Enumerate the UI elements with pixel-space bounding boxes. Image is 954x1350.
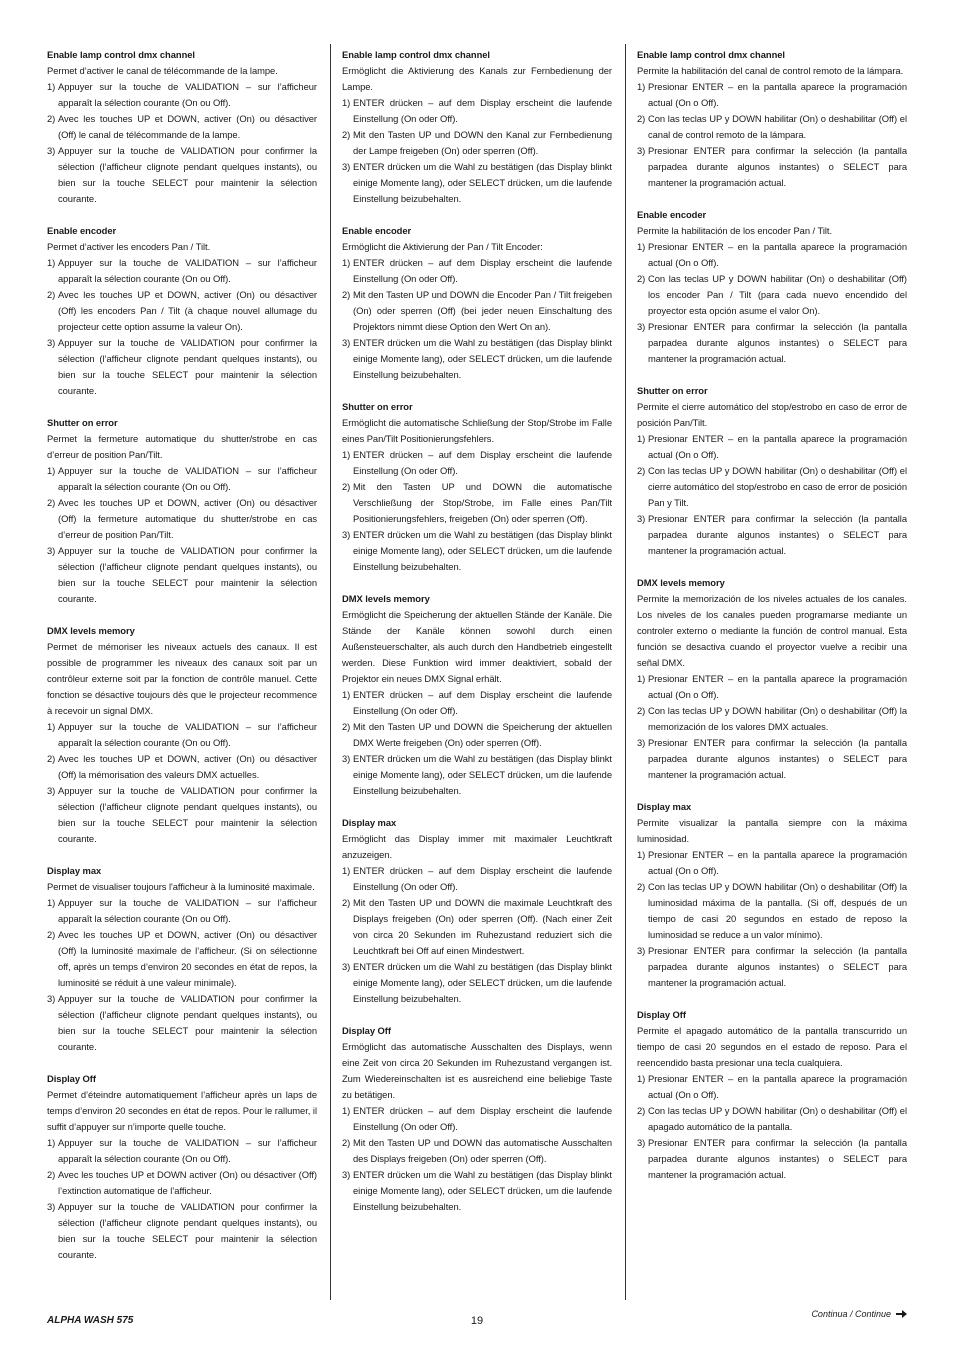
step-number: 2): [637, 465, 646, 476]
section-title: Shutter on error: [47, 417, 118, 428]
step-item: [342, 1167, 612, 1215]
step-text: Con las teclas UP y DOWN habilitar (On) o deshabilitar (Off) el canal de control remoto de la lámpara.: [648, 113, 907, 140]
section-description: Ermöglicht die Aktivierung des Kanals zur Fernbedienung der Lampe.: [342, 65, 612, 92]
section-title: Enable lamp control dmx channel: [637, 49, 785, 60]
step-item: [47, 991, 317, 1055]
step-item: [47, 1167, 317, 1199]
step-item: [637, 671, 907, 703]
step-item: [342, 127, 612, 159]
step-item: [637, 735, 907, 783]
step-text: Presionar ENTER para confirmar la selección (la pantalla parpadea durante algunos instantes) o SELECT para mantener la programación actual.: [648, 1137, 907, 1180]
step-text: Appuyer sur la touche de VALIDATION – sur l’afficheur apparaît la sélection courante (On ou Off).: [58, 465, 317, 492]
step-text: Mit den Tasten UP und DOWN die maximale Leuchtkraft des Displays freigeben (On) oder sperren (Off). (Nach einer Zeit von circa 20 Sekunden im Ruhezustand reduziert sich die Leuchtkraft bei Off auf einen Mindestwert.: [353, 897, 612, 956]
step-item: [342, 479, 612, 527]
step-text: Presionar ENTER para confirmar la selección (la pantalla parpadea durante algunos instantes) o SELECT para mantener la programación actual.: [648, 321, 907, 364]
step-list: [637, 847, 907, 991]
step-number: 1): [637, 241, 646, 252]
step-item: [637, 271, 907, 319]
step-number: 1): [47, 465, 56, 476]
step-number: 3): [637, 145, 646, 156]
step-item: [637, 143, 907, 191]
step-number: 2): [637, 113, 646, 124]
step-text: Presionar ENTER – en la pantalla aparece la programación actual (On o Off).: [648, 81, 907, 108]
step-number: 1): [637, 673, 646, 684]
step-text: Presionar ENTER – en la pantalla aparece la programación actual (On o Off).: [648, 849, 907, 876]
setting-section: [47, 623, 317, 847]
step-text: Appuyer sur la touche de VALIDATION pour confirmer la sélection (l’afficheur clignote pendant quelques instants), ou bien sur la touche SELECT pour maintenir la sélection courante.: [58, 993, 317, 1052]
setting-section: [342, 591, 612, 799]
setting-section: [637, 47, 907, 191]
step-list: [342, 687, 612, 799]
step-number: 1): [637, 1073, 646, 1084]
step-number: 1): [342, 257, 351, 268]
step-list: [342, 255, 612, 383]
step-text: Presionar ENTER – en la pantalla aparece la programación actual (On o Off).: [648, 241, 907, 268]
step-number: 2): [342, 289, 351, 300]
section-title: Shutter on error: [342, 401, 413, 412]
step-item: [637, 463, 907, 511]
step-list: [342, 95, 612, 207]
section-description: Permet de visualiser toujours l'afficheur à la luminosité maximale.: [47, 881, 315, 892]
step-text: Con las teclas UP y DOWN habilitar (On) o deshabilitar (Off) el cierre automático del stop/estrobo en caso de error de posición Pan y Tilt.: [648, 465, 907, 508]
setting-section: [342, 223, 612, 383]
step-number: 3): [47, 993, 56, 1004]
step-list: [47, 79, 317, 207]
step-number: 1): [637, 81, 646, 92]
section-title: Display Off: [342, 1025, 391, 1036]
setting-section: [637, 1007, 907, 1183]
arrow-right-icon: [896, 1309, 907, 1319]
step-item: [342, 1103, 612, 1135]
section-description: Permite visualizar la pantalla siempre con la máxima luminosidad.: [637, 817, 907, 844]
step-text: ENTER drücken um die Wahl zu bestätigen (das Display blinkt einige Momente lang), oder SELECT drücken, um die laufende Einstellung beizubehalten.: [353, 1169, 612, 1212]
section-description: Permite la habilitación del canal de control remoto de la lámpara.: [637, 65, 904, 76]
step-item: [47, 1135, 317, 1167]
section-title: Display max: [47, 865, 102, 876]
step-number: 2): [637, 1105, 646, 1116]
step-number: 2): [47, 1169, 56, 1180]
step-text: Appuyer sur la touche de VALIDATION pour confirmer la sélection (l’afficheur clignote pendant quelques instants), ou bien sur la touche SELECT pour maintenir la sélection courante.: [58, 1201, 317, 1260]
step-text: ENTER drücken – auf dem Display erscheint die laufende Einstellung (On oder Off).: [353, 865, 612, 892]
setting-section: [637, 207, 907, 367]
section-description: Ermöglicht die Speicherung der aktuellen Stände der Kanäle. Die Stände der Kanäle können sowohl durch einen Außensteuerschalter, als auch durch den Handbetrieb eingestellt werden. Diese Funktion wird immer deaktiviert, sobald der Projektor ein neues DMX Signal erhält.: [342, 609, 612, 684]
section-title: Display max: [637, 801, 692, 812]
section-title: Display Off: [47, 1073, 96, 1084]
step-number: 3): [637, 1137, 646, 1148]
step-text: ENTER drücken – auf dem Display erscheint die laufende Einstellung (On oder Off).: [353, 1105, 612, 1132]
spanish-column: [637, 47, 907, 1199]
step-text: Presionar ENTER – en la pantalla aparece la programación actual (On o Off).: [648, 673, 907, 700]
step-item: [342, 255, 612, 287]
step-text: Avec les touches UP et DOWN, activer (On) ou désactiver (Off) la mémorisation des valeurs DMX actuelles.: [58, 753, 317, 780]
section-description: Ermöglicht das Display immer mit maximaler Leuchtkraft anzuzeigen.: [342, 833, 612, 860]
section-title: Enable lamp control dmx channel: [342, 49, 490, 60]
setting-section: [47, 1071, 317, 1263]
step-text: Mit den Tasten UP und DOWN die automatische Verschließung der Stop/Strobe, im Falle eines Pan/Tilt Positionierungsfehlers, freigeben (On) oder sperren (Off).: [353, 481, 612, 524]
step-number: 2): [342, 721, 351, 732]
section-title: DMX levels memory: [342, 593, 430, 604]
step-item: [342, 687, 612, 719]
step-list: [637, 79, 907, 191]
step-number: 3): [342, 753, 351, 764]
step-number: 3): [342, 529, 351, 540]
step-item: [47, 1199, 317, 1263]
step-item: [342, 447, 612, 479]
setting-section: [47, 863, 317, 1055]
step-number: 2): [342, 481, 351, 492]
step-text: Avec les touches UP et DOWN activer (On) ou désactiver (Off) l’extinction automatique de l’afficheur.: [58, 1169, 317, 1196]
step-number: 2): [47, 929, 56, 940]
step-item: [342, 527, 612, 575]
step-text: Con las teclas UP y DOWN habilitar (On) o deshabilitar (Off) los encoder Pan / Tilt (para cada nuevo encendido del proyector esta opción asume el valor On).: [648, 273, 907, 316]
step-list: [47, 719, 317, 847]
step-item: [637, 1103, 907, 1135]
step-item: [47, 751, 317, 783]
step-item: [342, 751, 612, 799]
step-text: ENTER drücken – auf dem Display erscheint die laufende Einstellung (On oder Off).: [353, 257, 612, 284]
step-text: Presionar ENTER para confirmar la selección (la pantalla parpadea durante algunos instantes) o SELECT para mantener la programación actual.: [648, 145, 907, 188]
step-list: [47, 463, 317, 607]
step-list: [47, 255, 317, 399]
step-number: 1): [47, 897, 56, 908]
section-description: Permite la memorización de los niveles actuales de los canales. Los niveles de los canales pueden programarse mediante un controler externo o mediante la función de control manual. Esta función se desactiva cuando el proyector vuelve a recibir una señal DMX.: [637, 593, 907, 668]
step-item: [47, 719, 317, 751]
step-number: 2): [47, 497, 56, 508]
step-list: [637, 671, 907, 783]
step-number: 1): [342, 97, 351, 108]
setting-section: [342, 399, 612, 575]
step-number: 2): [637, 705, 646, 716]
step-item: [637, 511, 907, 559]
section-description: Ermöglicht das automatische Ausschalten des Displays, wenn eine Zeit von circa 20 Sekunden im Ruhezustand vergangen ist. Zum Wiedereinschalten ist es ausreichend eine beliebige Taste zu betätigen.: [342, 1041, 612, 1100]
setting-section: [342, 47, 612, 207]
step-text: Con las teclas UP y DOWN habilitar (On) o deshabilitar (Off) el apagado automático de la pantalla.: [648, 1105, 907, 1132]
section-title: Enable encoder: [47, 225, 117, 236]
step-number: 1): [47, 721, 56, 732]
step-item: [47, 255, 317, 287]
step-list: [342, 447, 612, 575]
step-text: ENTER drücken – auf dem Display erscheint die laufende Einstellung (On oder Off).: [353, 97, 612, 124]
step-item: [47, 895, 317, 927]
step-text: ENTER drücken um die Wahl zu bestätigen (das Display blinkt einige Momente lang), oder SELECT drücken, um die laufende Einstellung beizubehalten.: [353, 529, 612, 572]
setting-section: [637, 799, 907, 991]
step-text: Avec les touches UP et DOWN, activer (On) ou désactiver (Off) le canal de télécommande de la lampe.: [58, 113, 317, 140]
section-description: Permet d’éteindre automatiquement l’afficheur après un laps de temps d’environ 20 secondes en état de repos. Pour le rallumer, il suffit d’appuyer sur n’importe quelle touche.: [47, 1089, 317, 1132]
step-number: 2): [47, 113, 56, 124]
section-title: Enable lamp control dmx channel: [47, 49, 195, 60]
step-number: 1): [47, 257, 56, 268]
step-item: [342, 959, 612, 1007]
step-item: [47, 79, 317, 111]
step-number: 1): [47, 81, 56, 92]
step-item: [47, 111, 317, 143]
section-description: Permet d’activer les encoders Pan / Tilt.: [47, 241, 211, 252]
step-text: Presionar ENTER para confirmar la selección (la pantalla parpadea durante algunos instantes) o SELECT para mantener la programación actual.: [648, 737, 907, 780]
step-item: [47, 463, 317, 495]
step-text: ENTER drücken um die Wahl zu bestätigen (das Display blinkt einige Momente lang), oder SELECT drücken, um die laufende Einstellung beizubehalten.: [353, 337, 612, 380]
section-description: Permet d’activer le canal de télécommande de la lampe.: [47, 65, 278, 76]
step-text: Mit den Tasten UP und DOWN die Speicherung der aktuellen DMX Werte freigeben (On) oder sperren (Off).: [353, 721, 612, 748]
step-list: [637, 1071, 907, 1183]
step-number: 3): [342, 161, 351, 172]
section-description: Permite la habilitación de los encoder Pan / Tilt.: [637, 225, 833, 236]
step-text: Presionar ENTER – en la pantalla aparece la programación actual (On o Off).: [648, 1073, 907, 1100]
step-text: Appuyer sur la touche de VALIDATION pour confirmer la sélection (l’afficheur clignote pendant quelques instants), ou bien sur la touche SELECT pour maintenir la sélection courante.: [58, 785, 317, 844]
section-title: Display Off: [637, 1009, 686, 1020]
step-number: 3): [47, 785, 56, 796]
step-item: [342, 287, 612, 335]
setting-section: [47, 415, 317, 607]
step-item: [342, 95, 612, 127]
step-number: 1): [342, 865, 351, 876]
setting-section: [637, 383, 907, 559]
step-item: [47, 495, 317, 543]
french-column: [47, 47, 317, 1279]
step-list: [342, 1103, 612, 1215]
step-text: Presionar ENTER para confirmar la selección (la pantalla parpadea durante algunos instantes) o SELECT para mantener la programación actual.: [648, 945, 907, 988]
step-item: [342, 335, 612, 383]
step-number: 3): [342, 1169, 351, 1180]
setting-section: [47, 223, 317, 399]
section-title: Enable encoder: [637, 209, 707, 220]
section-title: Display max: [342, 817, 397, 828]
step-item: [342, 1135, 612, 1167]
step-item: [342, 159, 612, 207]
step-item: [637, 431, 907, 463]
step-text: Appuyer sur la touche de VALIDATION – sur l’afficheur apparaît la sélection courante (On ou Off).: [58, 897, 317, 924]
step-number: 2): [47, 753, 56, 764]
step-list: [637, 431, 907, 559]
step-text: Mit den Tasten UP und DOWN die Encoder Pan / Tilt freigeben (On) oder sperren (Off) (bei jeder neuen Einschaltung des Projektors nimmt diese Option den Wert On an).: [353, 289, 612, 332]
step-number: 2): [637, 881, 646, 892]
section-title: Shutter on error: [637, 385, 708, 396]
step-number: 3): [637, 737, 646, 748]
step-item: [637, 79, 907, 111]
step-number: 1): [47, 1137, 56, 1148]
step-item: [637, 1071, 907, 1103]
step-item: [47, 287, 317, 335]
continue-label: Continua / Continue: [811, 1309, 891, 1319]
step-text: Presionar ENTER para confirmar la selección (la pantalla parpadea durante algunos instantes) o SELECT para mantener la programación actual.: [648, 513, 907, 556]
step-item: [637, 879, 907, 943]
step-text: Appuyer sur la touche de VALIDATION – sur l’afficheur apparaît la sélection courante (On ou Off).: [58, 257, 317, 284]
step-item: [342, 719, 612, 751]
step-text: Appuyer sur la touche de VALIDATION pour confirmer la sélection (l’afficheur clignote pendant quelques instants), ou bien sur la touche SELECT pour maintenir la sélection courante.: [58, 545, 317, 604]
step-list: [47, 895, 317, 1055]
step-number: 2): [342, 129, 351, 140]
step-number: 2): [342, 897, 351, 908]
setting-section: [637, 575, 907, 783]
step-item: [342, 895, 612, 959]
step-text: ENTER drücken – auf dem Display erscheint die laufende Einstellung (On oder Off).: [353, 689, 612, 716]
step-text: ENTER drücken – auf dem Display erscheint die laufende Einstellung (On oder Off).: [353, 449, 612, 476]
step-text: Mit den Tasten UP und DOWN den Kanal zur Fernbedienung der Lampe freigeben (On) oder sperren (Off).: [353, 129, 612, 156]
german-column: [342, 47, 612, 1231]
step-number: 3): [637, 321, 646, 332]
page-number: 19: [470, 1315, 484, 1327]
step-item: [637, 239, 907, 271]
step-number: 2): [47, 289, 56, 300]
step-text: Avec les touches UP et DOWN, activer (On) ou désactiver (Off) la luminosité maximale de l’afficheur. (Si on sélectionne off, après un temps d’environ 20 secondes en état de repos, la luminosité se réduit à une valeur minimale).: [58, 929, 317, 988]
step-text: ENTER drücken um die Wahl zu bestätigen (das Display blinkt einige Momente lang), oder SELECT drücken, um die laufende Einstellung beizubehalten.: [353, 161, 612, 204]
section-title: DMX levels memory: [47, 625, 135, 636]
section-description: Permite el cierre automático del stop/estrobo en caso de error de posición Pan/Tilt.: [637, 401, 907, 428]
step-number: 3): [342, 337, 351, 348]
section-description: Permite el apagado automático de la pantalla transcurrido un tiempo de casi 20 segundos en el estado de reposo. Para el reencendido basta presionar una tecla cualquiera.: [637, 1025, 907, 1068]
step-number: 3): [47, 1201, 56, 1212]
section-description: Ermöglicht die Aktivierung der Pan / Tilt Encoder:: [342, 241, 543, 252]
step-number: 3): [637, 513, 646, 524]
step-text: Avec les touches UP et DOWN, activer (On) ou désactiver (Off) la fermeture automatique du shutter/strobe en cas d’erreur de position Pan/Tilt.: [58, 497, 317, 540]
step-text: Mit den Tasten UP und DOWN das automatische Ausschalten des Displays freigeben (On) oder sperren (Off).: [353, 1137, 612, 1164]
step-text: Appuyer sur la touche de VALIDATION pour confirmer la sélection (l’afficheur clignote pendant quelques instants), ou bien sur la touche SELECT pour maintenir la sélection courante.: [58, 145, 317, 204]
step-number: 3): [342, 961, 351, 972]
setting-section: [47, 47, 317, 207]
step-number: 1): [342, 1105, 351, 1116]
step-text: Appuyer sur la touche de VALIDATION – sur l’afficheur apparaît la sélection courante (On ou Off).: [58, 81, 317, 108]
column-divider: [625, 44, 626, 1300]
step-item: [637, 847, 907, 879]
step-number: 3): [47, 545, 56, 556]
step-item: [637, 1135, 907, 1183]
step-list: [637, 239, 907, 367]
step-item: [47, 143, 317, 207]
step-number: 1): [342, 449, 351, 460]
step-item: [342, 863, 612, 895]
setting-section: [342, 1023, 612, 1215]
continue-note: [811, 1309, 907, 1319]
step-item: [637, 943, 907, 991]
step-number: 3): [47, 337, 56, 348]
step-text: Con las teclas UP y DOWN habilitar (On) o deshabilitar (Off) la memorización de los valores DMX actuales.: [648, 705, 907, 732]
section-description: Permet la fermeture automatique du shutter/strobe en cas d’erreur de position Pan/Tilt.: [47, 433, 317, 460]
step-number: 1): [637, 433, 646, 444]
step-number: 3): [47, 145, 56, 156]
step-number: 3): [637, 945, 646, 956]
section-description: Ermöglicht die automatische Schließung der Stop/Strobe im Falle eines Pan/Tilt Positionierungsfehlers.: [342, 417, 612, 444]
step-item: [47, 335, 317, 399]
step-item: [637, 703, 907, 735]
setting-section: [342, 815, 612, 1007]
step-item: [47, 783, 317, 847]
step-text: Appuyer sur la touche de VALIDATION pour confirmer la sélection (l’afficheur clignote pendant quelques instants), ou bien sur la touche SELECT pour maintenir la sélection courante.: [58, 337, 317, 396]
step-item: [637, 319, 907, 367]
column-divider: [330, 44, 331, 1300]
step-number: 1): [637, 849, 646, 860]
step-text: ENTER drücken um die Wahl zu bestätigen (das Display blinkt einige Momente lang), oder SELECT drücken, um die laufende Einstellung beizubehalten.: [353, 753, 612, 796]
product-name: ALPHA WASH 575: [47, 1315, 134, 1326]
step-number: 1): [342, 689, 351, 700]
section-title: Enable encoder: [342, 225, 412, 236]
step-number: 2): [637, 273, 646, 284]
step-item: [47, 543, 317, 607]
step-text: Con las teclas UP y DOWN habilitar (On) o deshabilitar (Off) la luminosidad máxima de la pantalla. (Si off, después de un tiempo de casi 20 segundos en estado de reposo la luminosidad se reduce a un valor mínimo).: [648, 881, 907, 940]
step-text: ENTER drücken um die Wahl zu bestätigen (das Display blinkt einige Momente lang), oder SELECT drücken, um die laufende Einstellung beizubehalten.: [353, 961, 612, 1004]
section-title: DMX levels memory: [637, 577, 725, 588]
step-number: 2): [342, 1137, 351, 1148]
step-text: Presionar ENTER – en la pantalla aparece la programación actual (On o Off).: [648, 433, 907, 460]
step-list: [342, 863, 612, 1007]
step-item: [637, 111, 907, 143]
section-description: Permet de mémoriser les niveaux actuels des canaux. Il est possible de programmer les niveaux des canaux soit par un contrôleur externe soit par la fonction de contrôle manuel. Cette fonction se désactive toujours dès que le projecteur recommence à recevoir un signal DMX.: [47, 641, 317, 716]
step-text: Appuyer sur la touche de VALIDATION – sur l’afficheur apparaît la sélection courante (On ou Off).: [58, 721, 317, 748]
step-list: [47, 1135, 317, 1263]
step-text: Avec les touches UP et DOWN, activer (On) ou désactiver (Off) les encoders Pan / Tilt (à chaque nouvel allumage du projecteur cette option assume la valeur On).: [58, 289, 317, 332]
step-text: Appuyer sur la touche de VALIDATION – sur l’afficheur apparaît la sélection courante (On ou Off).: [58, 1137, 317, 1164]
step-item: [47, 927, 317, 991]
